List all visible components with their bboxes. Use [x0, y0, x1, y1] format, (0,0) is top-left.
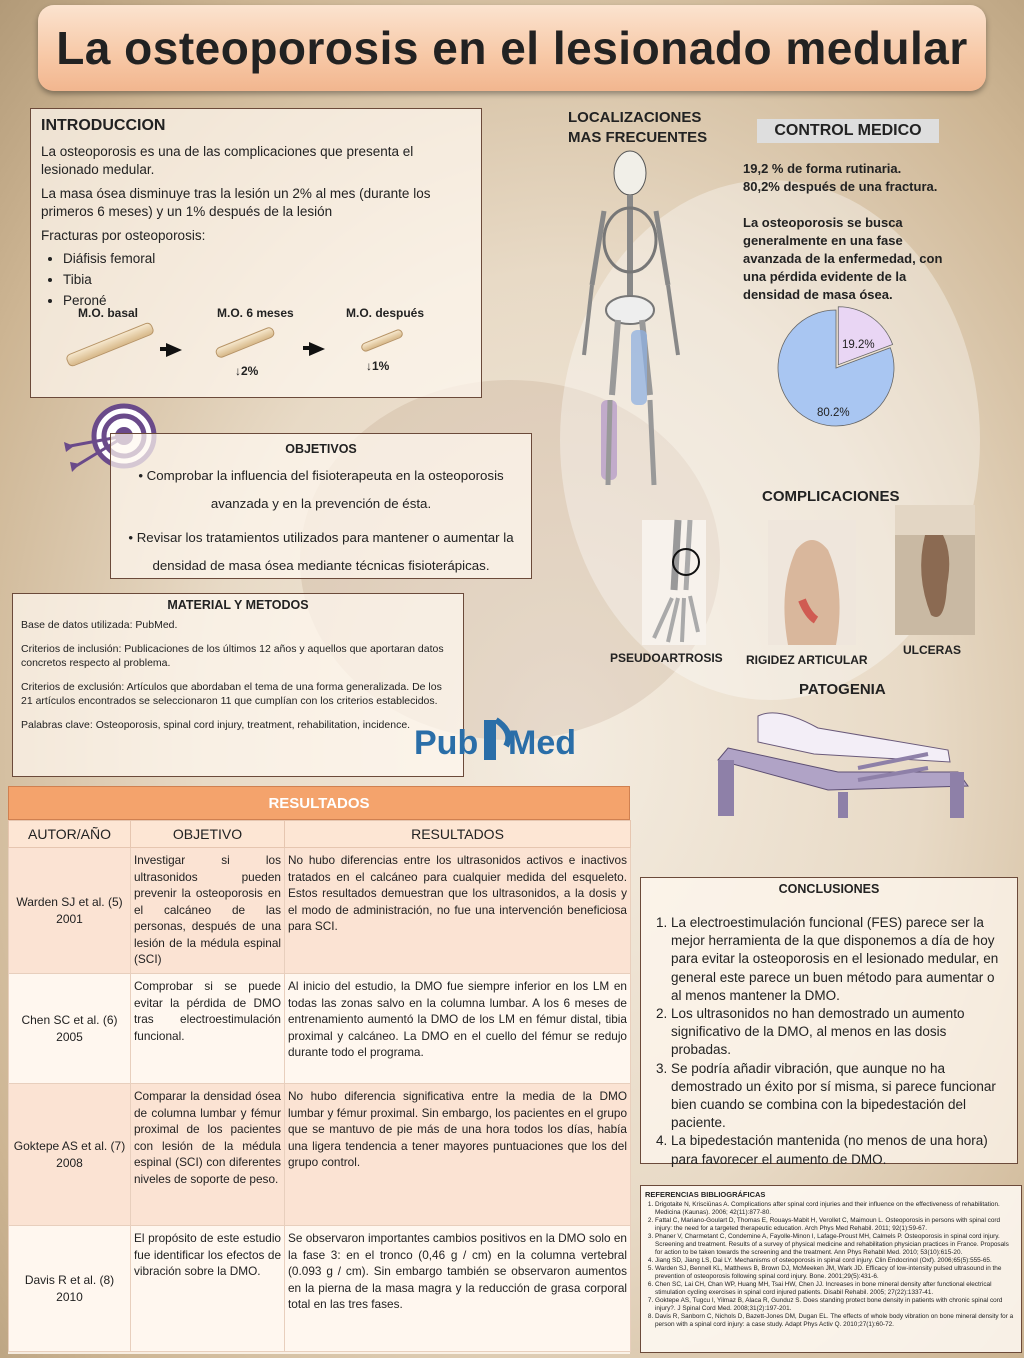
result-cell: Al inicio del estudio, la DMO fue siempre inferior en los LM en todas las zonas salvo en la columna lumbar. A los 6 meses de entrenamiento aumentó la DMO de los LM en fémur distal, tibia proximal y calcáneo. La DMO en el cuello del fémur se redujo durante todo el programa.: [285, 974, 631, 1084]
arrow-right-icon: [309, 342, 325, 356]
result-cell: No hubo diferencia significativa entre la media de la DMO lumbar y fémur proximal. Sin embargo, los pacientes en el grupo que se mantuvo de pie más de una hora todos los días, había una ligera tendencia a tener mayores puntuaciones que los del grupo control.: [285, 1084, 631, 1226]
intro-paragraph: Fracturas por osteoporosis:: [41, 228, 206, 243]
objetivos-item: • Revisar los tratamientos utilizados para mantener o aumentar la densidad de masa ósea mediante técnicas fisioterápicas.: [128, 530, 514, 573]
objective-cell: El propósito de este estudio fue identificar los efectos de vibración sobre la DMO.: [131, 1226, 285, 1352]
referencias-heading: REFERENCIAS BIBLIOGRÁFICAS: [645, 1190, 766, 1199]
control-medico-line: 80,2% después de una fractura.: [743, 179, 938, 194]
pseudoartrosis-image: [642, 520, 706, 645]
table-row: [9, 848, 631, 974]
reference-item: 2. Fattal C, Mariano-Goulart D, Thomas E, Rouays-Mabit H, Verollet C, Maimoun L. Osteoporosis in persons with spinal cord injury: the need for a targeted therapeutic education. Arch Phys Med Rehabil. 2011; 92(1):59-67.: [655, 1217, 1017, 1233]
conclusion-item: 1. La electroestimulación funcional (FES) parece ser la mejor herramienta de la que disponemos a día de hoy para evitar la osteoporosis en el lesionado medular, en general este parece un buen método para aumentar o al menos mantener la DMO.: [671, 914, 1007, 1005]
resultados-section: [8, 786, 630, 1354]
referencias-list: [645, 1201, 1017, 1329]
pubmed-logo: [414, 712, 578, 768]
localizaciones-line: LOCALIZACIONES: [568, 109, 702, 126]
ulceras-label: ULCERAS: [903, 643, 962, 657]
referencias-section: [640, 1185, 1022, 1353]
result-cell: Se observaron importantes cambios positivos en la DMO solo en la fase 3: en el tronco (0,46 g / cm) en la columna vertebral (0.093 g / cm). Sin embargo también se observaron aumentos en la pierna de la masa magra y la reducción de grasa corporal total en las tres fases.: [285, 1226, 631, 1352]
localizaciones-heading: [568, 108, 707, 148]
reference-item: 6. Chen SC, Lai CH, Chan WP, Huang MH, Tsai HW, Chen JJ. Increases in bone mineral density after functional electrical stimulation cycling exercises in spinal cord injured patients. Disabil Rehabil. 2005; 27(22):1337-41.: [655, 1281, 1017, 1297]
objetivos-heading: OBJETIVOS: [285, 442, 357, 456]
conclusiones-list: [651, 914, 1007, 1169]
svg-text:Med: Med: [508, 724, 576, 762]
fracture-item: • Diáfisis femoral: [63, 251, 471, 266]
arrow-right-icon: [166, 343, 182, 357]
objetivos-item: • Comprobar la influencia del fisioterapeuta en la osteoporosis avanzada y en la prevención de ésta.: [138, 468, 504, 511]
pubmed-logo-graphic: [414, 712, 578, 768]
material-paragraph: Base de datos utilizada: PubMed.: [21, 619, 178, 631]
objective-cell: Comparar la densidad ósea de columna lumbar y fémur proximal de los pacientes con lesión de la médula espinal (SCI) con diferentes niveles de soporte de peso.: [131, 1084, 285, 1226]
bone-label-basal: M.O. basal: [78, 306, 139, 320]
column-header: RESULTADOS: [285, 821, 631, 848]
localizaciones-line: MAS FRECUENTES: [568, 129, 708, 146]
loss-2-percent: ↓2%: [235, 364, 259, 378]
reference-item: 7. Goktepe AS, Tugcu I, Yilmaz B, Alaca R, Gunduz S. Does standing protect bone density in patients with chronic spinal cord injury?. J Spinal Cord Med. 2008;31(2):197-201.: [655, 1297, 1017, 1313]
reference-item: 3. Phaner V, Charmetant C, Condemine A, Fayolle-Minon I, Lafage-Proust MH, Calmels P. Osteoporosis in spinal cord injury. Screening and treatment. Results of a survey of physical medicine and rehabilitation physician practices in France. Proposals for action to be taken towards the screening and the treatment. Ann Phys Rehabil Med. 2010; 53(10):615-20.: [655, 1233, 1017, 1257]
table-row: [9, 1084, 631, 1226]
rigidez-label: RIGIDEZ ARTICULAR: [746, 653, 868, 667]
author-cell: Warden SJ et al. (5) 2001: [9, 848, 131, 974]
poster-title: La osteoporosis en el lesionado medular: [56, 22, 968, 74]
material-heading: MATERIAL Y METODOS: [167, 598, 309, 612]
patogenia-heading: PATOGENIA: [799, 681, 886, 698]
column-header: AUTOR/AÑO: [9, 821, 131, 848]
table-row: [9, 974, 631, 1084]
conclusiones-section: [640, 877, 1018, 1167]
resultados-heading: RESULTADOS: [8, 786, 630, 820]
control-medico-text: [743, 160, 953, 304]
reference-item: 4. Jiang SD, Jiang LS, Dai LY. Mechanisms of osteoporosis in spinal cord injury. Clin Endocrinol (Oxf). 2006;65(5):555-65.: [655, 1257, 1017, 1265]
reference-item: 8. Davis R, Sanborn C, Nichols D, Bazett-Jones DM, Dugan EL. The effects of whole body vibration on bone mineral density for a person with a spinal cord injury: a case study. Adapt Phys Activ Q. 2010;27(1):60-72.: [655, 1313, 1017, 1329]
bone-label-6-months: M.O. 6 meses: [217, 306, 294, 320]
complicaciones-heading: COMPLICACIONES: [762, 488, 900, 505]
author-cell: Davis R et al. (8) 2010: [9, 1226, 131, 1352]
material-paragraph: Criterios de exclusión: Artículos que abordaban el tema de una forma generalizada. De los 21 artículos encontrados se seleccionaron 11 que cumplían con los criterios establecidos.: [21, 681, 442, 707]
column-header: OBJETIVO: [131, 821, 285, 848]
ulceras-image: [895, 505, 975, 635]
author-cell: Chen SC et al. (6) 2005: [9, 974, 131, 1084]
pie-label-80: 80.2%: [817, 407, 850, 419]
material-section: [12, 593, 464, 777]
skeleton-image: [578, 145, 688, 505]
fracture-item: • Tibia: [63, 272, 471, 287]
table-row: [9, 1226, 631, 1352]
bone-label-after: M.O. después: [346, 306, 425, 320]
pie-label-19: 19.2%: [842, 339, 875, 351]
intro-paragraph: La masa ósea disminuye tras la lesión un 2% al mes (durante los primeros 6 meses) y un 1% después de la lesión: [41, 186, 431, 219]
objective-cell: Comprobar si se puede evitar la pérdida de DMO tras electroestimulación funcional.: [131, 974, 285, 1084]
fracture-list: [41, 251, 471, 308]
control-medico-paragraph: La osteoporosis se busca generalmente en una fase avanzada de la enfermedad, con una pérdida evidente de la densidad de masa ósea.: [743, 215, 943, 302]
conclusion-item: 3. Se podría añadir vibración, que aunque no ha demostrado un éxito por sí misma, si parece funcionar bien cuando se combina con la bipedestación del paciente.: [671, 1060, 1007, 1133]
conclusion-item: 4. La bipedestación mantenida (no menos de una hora) para favorecer el aumento de DMO.: [671, 1132, 1007, 1168]
reference-item: 5. Warden SJ, Bennell KL, Matthews B, Brown DJ, McMeeken JM, Wark JD. Efficacy of low-intensity pulsed ultrasound in the prevention of osteoporosis following spinal cord injury. Bone. 2001;29(5):431-6.: [655, 1265, 1017, 1281]
result-cell: No hubo diferencias entre los ultrasonidos activos e inactivos tratados en el calcáneo para cualquier medida del esqueleto. Estos resultados demuestran que los ultrasonidos, a la dosis y el modo de administración, no fue una intervención beneficiosa para SCI.: [285, 848, 631, 974]
control-medico-line: 19,2 % de forma rutinaria.: [743, 161, 902, 176]
material-paragraph: Palabras clave: Osteoporosis, spinal cord injury, treatment, rehabilitation, incidence.: [21, 719, 411, 731]
table-header-row: [9, 821, 631, 848]
conclusiones-heading: CONCLUSIONES: [778, 882, 880, 896]
intro-heading: INTRODUCCION: [41, 117, 166, 134]
results-table: [8, 820, 631, 1352]
reference-item: 1. Drigotaite N, Krisciūnas A. Complications after spinal cord injuries and their influence on the effectiveness of rehabilitation. Medicina (Kaunas). 2006; 42(11):877-80.: [655, 1201, 1017, 1217]
control-medico-heading: CONTROL MEDICO: [757, 119, 939, 143]
hospital-bed-image: [718, 698, 980, 822]
objetivos-section: [110, 433, 532, 579]
author-cell: Goktepe AS et al. (7) 2008: [9, 1084, 131, 1226]
conclusion-item: 2. Los ultrasonidos no han demostrado un aumento significativo de la DMO, al menos en las dosis probadas.: [671, 1005, 1007, 1060]
objective-cell: Investigar si los ultrasonidos pueden prevenir la osteoporosis en el calcáneo de las personas, después de una lesión de la médula espinal (SCI): [131, 848, 285, 974]
title-banner: [38, 5, 986, 91]
intro-paragraph: La osteoporosis es una de las complicaciones que presenta el lesionado medular.: [41, 144, 414, 177]
fracture-item: • Peroné: [63, 293, 471, 308]
svg-text:Pub: Pub: [414, 724, 479, 762]
rigidez-image: [768, 520, 856, 645]
pseudoartrosis-label: PSEUDOARTROSIS: [610, 651, 723, 665]
loss-1-percent: ↓1%: [366, 359, 390, 373]
material-paragraph: Criterios de inclusión: Publicaciones de los últimos 12 años y aquellos que aportaran datos concretos respecto al problema.: [21, 643, 444, 669]
